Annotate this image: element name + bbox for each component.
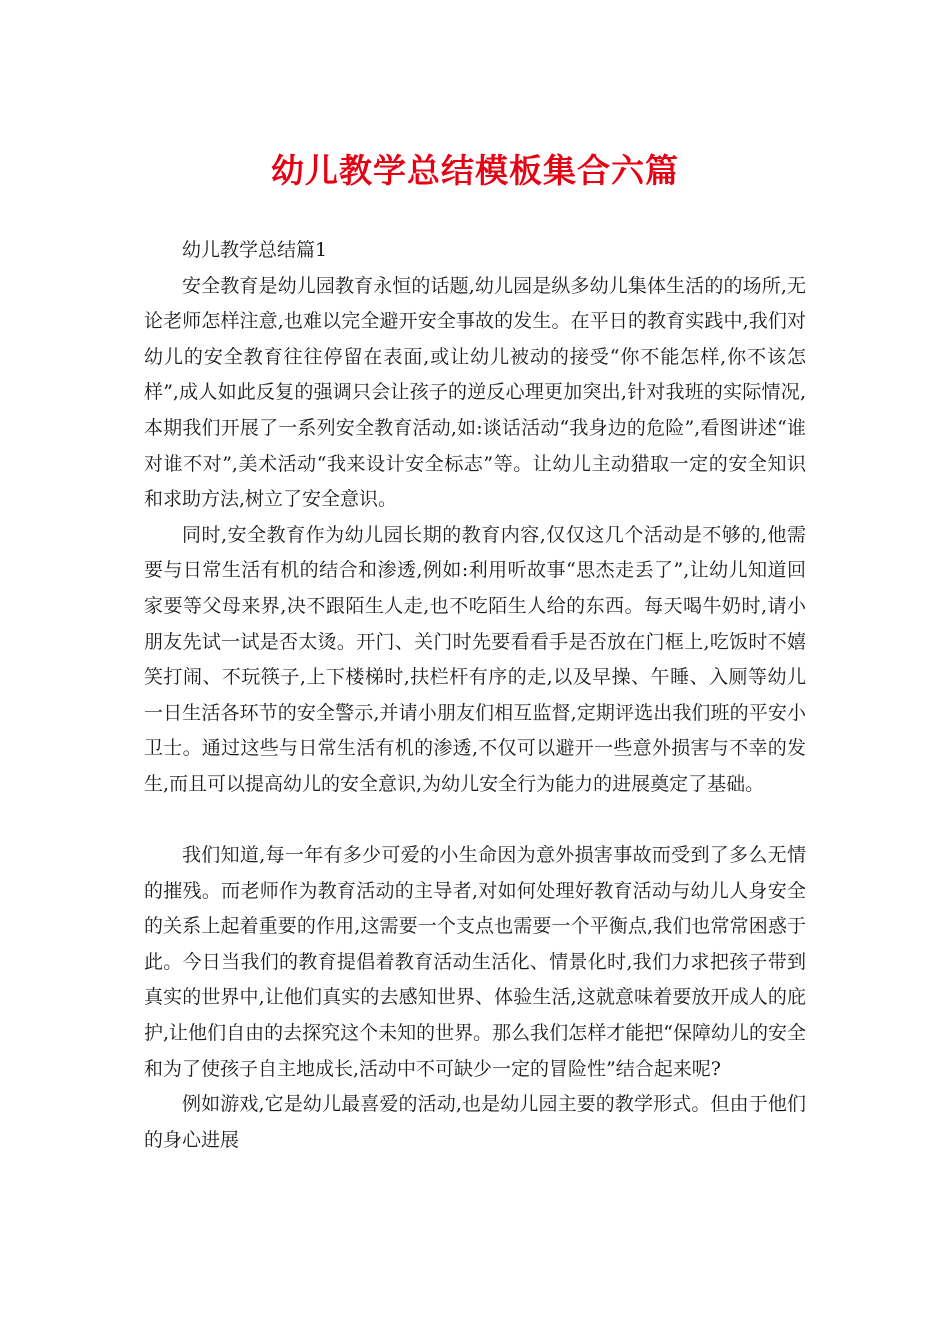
paragraph: 例如游戏,它是幼儿最喜爱的活动,也是幼儿园主要的教学形式。但由于他们的身心进展 bbox=[144, 1093, 806, 1151]
section-heading: 幼儿教学总结篇1 bbox=[182, 239, 328, 261]
document-body bbox=[144, 233, 806, 1158]
document-title: 幼儿教学总结模板集合六篇 bbox=[271, 151, 679, 190]
paragraph: 我们知道,每一年有多少可爱的小生命因为意外损害事故而受到了多么无情的摧残。而老师作为教育活动的主导者,对如何处理好教育活动与幼儿人身安全的关系上起着重要的作用,这需要一个支点也需要一个平衡点,我们也常常困惑于此。今日当我们的教育提倡着教育活动生活化、情景化时,我们力求把孩子带到真实的世界中,让他们真实的去感知世界、体验生活,这就意味着要放开成人的庇护,让他们自由的去探究这个未知的世界。那么我们怎样才能把“保障幼儿的安全和为了使孩子自主地成长,活动中不可缺少一定的冒险性”结合起来呢? bbox=[144, 844, 806, 1080]
paragraph: 同时,安全教育作为幼儿园长期的教育内容,仅仅这几个活动是不够的,他需要与日常生活有机的结合和渗透,例如:利用听故事“思杰走丢了”,让幼儿知道回家要等父母来界,决不跟陌生人走,也不吃陌生人给的东西。每天喝牛奶时,请小朋友先试一试是否太烫。开门、关门时先要看看手是否放在门框上,吃饭时不嬉笑打闹、不玩筷子,上下楼梯时,扶栏杆有序的走,以及早操、午睡、入厕等幼儿一日生活各环节的安全警示,并请小朋友们相互监督,定期评选出我们班的平安小卫士。通过这些与日常生活有机的渗透,不仅可以避开一些意外损害与不幸的发生,而且可以提高幼儿的安全意识,为幼儿安全行为能力的进展奠定了基础。 bbox=[144, 523, 806, 795]
paragraph: 安全教育是幼儿园教育永恒的话题,幼儿园是纵多幼儿集体生活的的场所,无论老师怎样注意,也难以完全避开安全事故的发生。在平日的教育实践中,我们对幼儿的安全教育往往停留在表面,或让幼儿被动的接受“你不能怎样,你不该怎样”,成人如此反复的强调只会让孩子的逆反心理更加突出,针对我班的实际情况,本期我们开展了一系列安全教育活动,如:谈话活动“我身边的危险”,看图讲述“谁对谁不对”,美术活动“我来设计安全标志”等。让幼儿主动猎取一定的安全知识和求助方法,树立了安全意识。 bbox=[144, 274, 806, 511]
